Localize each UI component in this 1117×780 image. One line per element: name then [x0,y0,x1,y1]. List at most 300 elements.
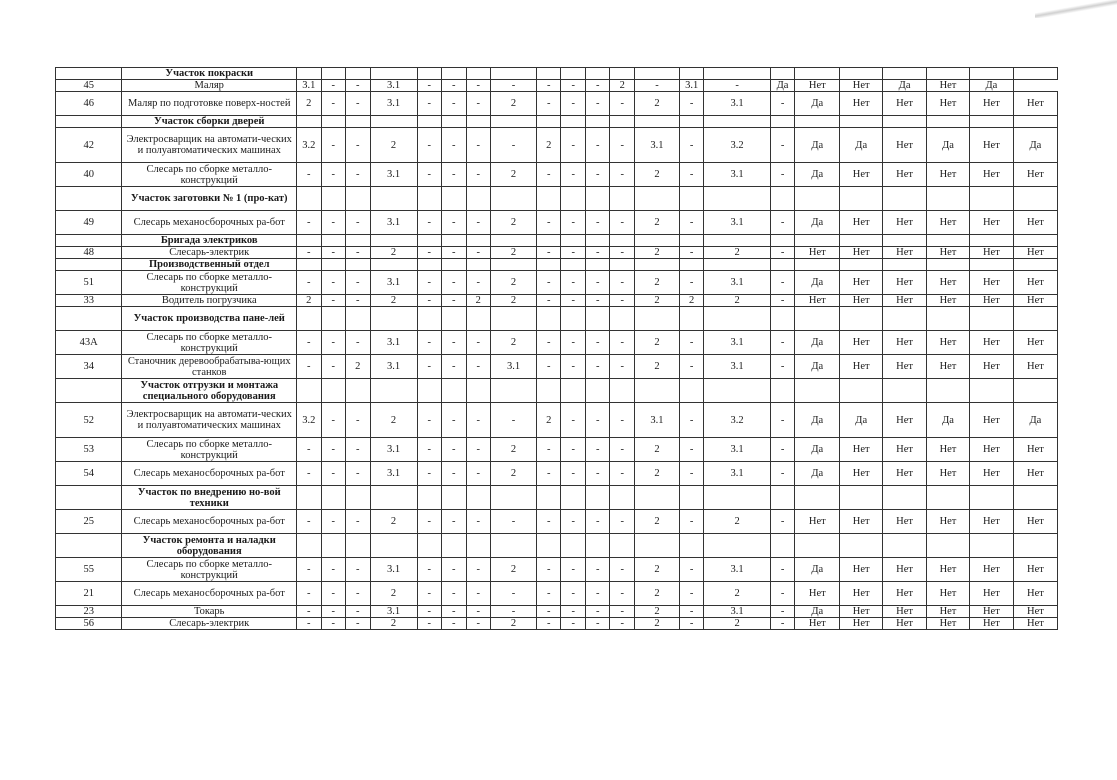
value-cell: - [770,128,795,163]
value-cell: - [297,618,322,630]
empty-cell [491,187,537,211]
value-cell: - [417,295,442,307]
value-cell: - [297,438,322,462]
value-cell: - [346,247,371,259]
value-cell: - [679,92,704,116]
value-cell: Нет [795,295,840,307]
section-num-cell [56,259,122,271]
value-cell: Да [795,331,840,355]
empty-cell [795,379,840,403]
empty-cell [679,187,704,211]
value-cell: - [346,331,371,355]
value-cell: Нет [840,80,883,92]
row-number: 23 [56,606,122,618]
value-cell: Нет [883,211,927,235]
value-cell: - [536,510,561,534]
empty-cell [297,259,322,271]
value-cell: - [679,438,704,462]
value-cell: Нет [840,247,883,259]
value-cell: - [536,331,561,355]
table-row [56,271,1058,295]
empty-cell [927,486,970,510]
value-cell: - [442,92,467,116]
value-cell: - [770,163,795,187]
empty-cell [442,534,467,558]
profession-name: Слесарь-электрик [122,247,297,259]
value-cell: Нет [883,462,927,486]
empty-cell [491,116,537,128]
section-title: Участок сборки дверей [122,116,297,128]
value-cell: Да [927,128,970,163]
empty-cell [561,259,586,271]
empty-cell [297,379,322,403]
row-number: 46 [56,92,122,116]
value-cell: Нет [1013,618,1057,630]
value-cell: Да [969,80,1013,92]
value-cell: 2 [297,92,322,116]
empty-cell [679,68,704,80]
value-cell: - [442,403,467,438]
value-cell: 2 [491,271,537,295]
value-cell: - [297,582,322,606]
value-cell: - [585,403,610,438]
empty-cell [610,116,635,128]
section-header-row [56,259,1058,271]
value-cell: - [346,92,371,116]
value-cell: Нет [969,271,1013,295]
value-cell: - [770,438,795,462]
empty-cell [536,486,561,510]
value-cell: - [321,582,346,606]
profession-name: Электросварщик на автомати-ческих и полуавтоматических машинах [122,128,297,163]
value-cell: - [585,211,610,235]
value-cell: Нет [840,163,883,187]
value-cell: 2 [704,618,770,630]
row-number: 42 [56,128,122,163]
value-cell: - [561,510,586,534]
value-cell: - [466,211,491,235]
empty-cell [536,534,561,558]
row-number: 40 [56,163,122,187]
value-cell: - [610,295,635,307]
value-cell: - [679,163,704,187]
table-row [56,355,1058,379]
empty-cell [321,307,346,331]
value-cell: 3.1 [370,331,417,355]
empty-cell [927,235,970,247]
value-cell: - [491,606,537,618]
empty-cell [297,307,322,331]
value-cell: - [321,510,346,534]
value-cell: - [417,618,442,630]
value-cell: 2 [491,211,537,235]
empty-cell [840,379,883,403]
value-cell: Да [927,403,970,438]
section-title: Участок заготовки № 1 (про-кат) [122,187,297,211]
value-cell: Нет [969,295,1013,307]
value-cell: - [321,355,346,379]
workplace-assessment-table [55,67,1058,630]
empty-cell [1013,68,1057,80]
value-cell: Нет [795,618,840,630]
value-cell: - [679,606,704,618]
value-cell: - [466,247,491,259]
section-num-cell [56,187,122,211]
empty-cell [969,486,1013,510]
value-cell: - [610,331,635,355]
value-cell: 2 [466,295,491,307]
value-cell: - [491,128,537,163]
empty-cell [704,187,770,211]
empty-cell [466,235,491,247]
empty-cell [491,534,537,558]
value-cell: Нет [1013,211,1057,235]
value-cell: 2 [491,618,537,630]
value-cell: - [346,510,371,534]
value-cell: - [466,80,491,92]
value-cell: Нет [795,247,840,259]
value-cell: - [321,403,346,438]
empty-cell [883,235,927,247]
value-cell: - [585,618,610,630]
empty-cell [610,534,635,558]
value-cell: 2 [610,80,635,92]
value-cell: Нет [883,558,927,582]
table-row [56,558,1058,582]
row-number: 56 [56,618,122,630]
empty-cell [883,534,927,558]
value-cell: - [585,606,610,618]
value-cell: - [346,80,371,92]
section-title: Бригада электриков [122,235,297,247]
value-cell: 2 [370,247,417,259]
value-cell: - [466,331,491,355]
value-cell: Да [795,558,840,582]
value-cell: - [536,558,561,582]
value-cell: - [442,558,467,582]
value-cell: - [321,462,346,486]
empty-cell [466,187,491,211]
profession-name: Электросварщик на автомати-ческих и полуавтоматических машинах [122,403,297,438]
value-cell: Да [795,462,840,486]
value-cell: - [561,295,586,307]
value-cell: - [561,271,586,295]
value-cell: - [536,163,561,187]
table-row [56,80,1058,92]
value-cell: - [321,163,346,187]
value-cell: 2 [370,128,417,163]
value-cell: - [417,462,442,486]
empty-cell [466,486,491,510]
value-cell: - [610,462,635,486]
empty-cell [634,534,679,558]
empty-cell [634,187,679,211]
row-number: 43А [56,331,122,355]
value-cell: - [536,211,561,235]
value-cell: 3.1 [370,163,417,187]
empty-cell [969,534,1013,558]
value-cell: 2 [634,271,679,295]
value-cell: Нет [840,271,883,295]
value-cell: Нет [969,462,1013,486]
empty-cell [883,486,927,510]
value-cell: Да [1013,403,1057,438]
value-cell: - [679,271,704,295]
value-cell: - [442,510,467,534]
value-cell: - [417,128,442,163]
empty-cell [442,68,467,80]
value-cell: 3.1 [704,438,770,462]
empty-cell [610,235,635,247]
value-cell: 2 [704,247,770,259]
value-cell: 3.1 [704,211,770,235]
value-cell: 3.1 [370,92,417,116]
value-cell: Нет [969,606,1013,618]
value-cell: - [704,80,770,92]
empty-cell [840,68,883,80]
profession-name: Станочник деревообрабатыва-ющих станков [122,355,297,379]
value-cell: Нет [927,582,970,606]
value-cell: - [770,331,795,355]
empty-cell [1013,534,1057,558]
value-cell: - [610,438,635,462]
empty-cell [969,68,1013,80]
value-cell: - [297,163,322,187]
value-cell: - [417,558,442,582]
value-cell: - [561,606,586,618]
value-cell: - [585,355,610,379]
empty-cell [840,235,883,247]
value-cell: - [491,403,537,438]
value-cell: 3.1 [704,462,770,486]
section-header-row [56,116,1058,128]
value-cell: - [585,438,610,462]
value-cell: - [321,80,346,92]
value-cell: 2 [346,355,371,379]
value-cell: - [346,128,371,163]
empty-cell [927,116,970,128]
empty-cell [679,259,704,271]
value-cell: Да [840,128,883,163]
row-number: 45 [56,80,122,92]
value-cell: 2 [491,247,537,259]
value-cell: - [321,295,346,307]
empty-cell [442,307,467,331]
empty-cell [610,68,635,80]
value-cell: 3.2 [297,403,322,438]
value-cell: - [679,403,704,438]
empty-cell [795,235,840,247]
empty-cell [346,116,371,128]
value-cell: - [466,271,491,295]
empty-cell [346,534,371,558]
value-cell: - [536,618,561,630]
table-row [56,92,1058,116]
value-cell: 2 [491,462,537,486]
empty-cell [795,486,840,510]
empty-cell [370,486,417,510]
empty-cell [442,379,467,403]
row-number: 48 [56,247,122,259]
value-cell: - [297,271,322,295]
value-cell: - [536,80,561,92]
empty-cell [840,307,883,331]
value-cell: - [321,247,346,259]
value-cell: - [610,606,635,618]
empty-cell [466,307,491,331]
section-num-cell [56,486,122,510]
empty-cell [491,486,537,510]
profession-name: Слесарь-электрик [122,618,297,630]
value-cell: - [297,331,322,355]
empty-cell [969,116,1013,128]
empty-cell [370,116,417,128]
profession-name: Слесарь механосборочных ра-бот [122,510,297,534]
value-cell: - [466,128,491,163]
value-cell: Да [840,403,883,438]
value-cell: 3.2 [704,128,770,163]
empty-cell [704,534,770,558]
value-cell: - [442,462,467,486]
value-cell: Нет [1013,247,1057,259]
empty-cell [770,259,795,271]
value-cell: - [346,403,371,438]
empty-cell [346,307,371,331]
empty-cell [585,307,610,331]
value-cell: Нет [1013,271,1057,295]
empty-cell [795,116,840,128]
empty-cell [370,379,417,403]
empty-cell [585,235,610,247]
value-cell: Нет [969,618,1013,630]
value-cell: - [417,403,442,438]
section-num-cell [56,307,122,331]
value-cell: Нет [883,403,927,438]
empty-cell [536,187,561,211]
value-cell: - [585,295,610,307]
empty-cell [585,486,610,510]
value-cell: - [561,331,586,355]
empty-cell [491,235,537,247]
empty-cell [321,187,346,211]
value-cell: - [585,163,610,187]
row-number: 49 [56,211,122,235]
empty-cell [795,307,840,331]
empty-cell [297,534,322,558]
empty-cell [297,187,322,211]
empty-cell [1013,235,1057,247]
value-cell: 3.1 [297,80,322,92]
value-cell: Да [795,163,840,187]
value-cell: Нет [883,163,927,187]
empty-cell [610,307,635,331]
empty-cell [927,68,970,80]
empty-cell [883,187,927,211]
value-cell: - [417,582,442,606]
value-cell: - [346,558,371,582]
empty-cell [466,116,491,128]
value-cell: - [610,618,635,630]
value-cell: 2 [491,438,537,462]
value-cell: - [585,271,610,295]
section-num-cell [56,68,122,80]
table-row [56,163,1058,187]
section-num-cell [56,235,122,247]
empty-cell [346,68,371,80]
value-cell: Нет [927,163,970,187]
section-header-row [56,187,1058,211]
value-cell: - [585,80,610,92]
value-cell: - [321,438,346,462]
value-cell: - [466,462,491,486]
empty-cell [770,187,795,211]
value-cell: Нет [883,606,927,618]
value-cell: Нет [840,92,883,116]
empty-cell [561,116,586,128]
value-cell: - [610,355,635,379]
value-cell: Нет [883,510,927,534]
value-cell: 3.1 [370,271,417,295]
section-header-row [56,379,1058,403]
empty-cell [346,235,371,247]
value-cell: Нет [927,295,970,307]
value-cell: - [417,211,442,235]
empty-cell [704,486,770,510]
value-cell: Нет [927,92,970,116]
empty-cell [536,235,561,247]
value-cell: Нет [883,92,927,116]
empty-cell [466,534,491,558]
empty-cell [679,235,704,247]
value-cell: Нет [1013,92,1057,116]
profession-name: Слесарь по сборке металло-конструкций [122,438,297,462]
value-cell: - [442,128,467,163]
value-cell: - [561,462,586,486]
value-cell: - [561,247,586,259]
row-number: 55 [56,558,122,582]
value-cell: Да [795,438,840,462]
empty-cell [491,307,537,331]
table-row [56,295,1058,307]
value-cell: - [679,462,704,486]
empty-cell [561,307,586,331]
value-cell: - [442,438,467,462]
empty-cell [370,235,417,247]
value-cell: Да [795,211,840,235]
value-cell: 3.1 [370,438,417,462]
value-cell: 2 [634,355,679,379]
value-cell: 2 [491,295,537,307]
value-cell: - [346,163,371,187]
value-cell: - [321,92,346,116]
empty-cell [795,259,840,271]
value-cell: Нет [969,163,1013,187]
value-cell: - [346,582,371,606]
value-cell: - [442,355,467,379]
value-cell: 2 [297,295,322,307]
row-number: 51 [56,271,122,295]
value-cell: - [610,247,635,259]
value-cell: - [561,582,586,606]
value-cell: - [466,558,491,582]
table-row [56,128,1058,163]
empty-cell [491,259,537,271]
profession-name: Маляр [122,80,297,92]
empty-cell [770,379,795,403]
row-number: 21 [56,582,122,606]
empty-cell [442,116,467,128]
empty-cell [770,307,795,331]
